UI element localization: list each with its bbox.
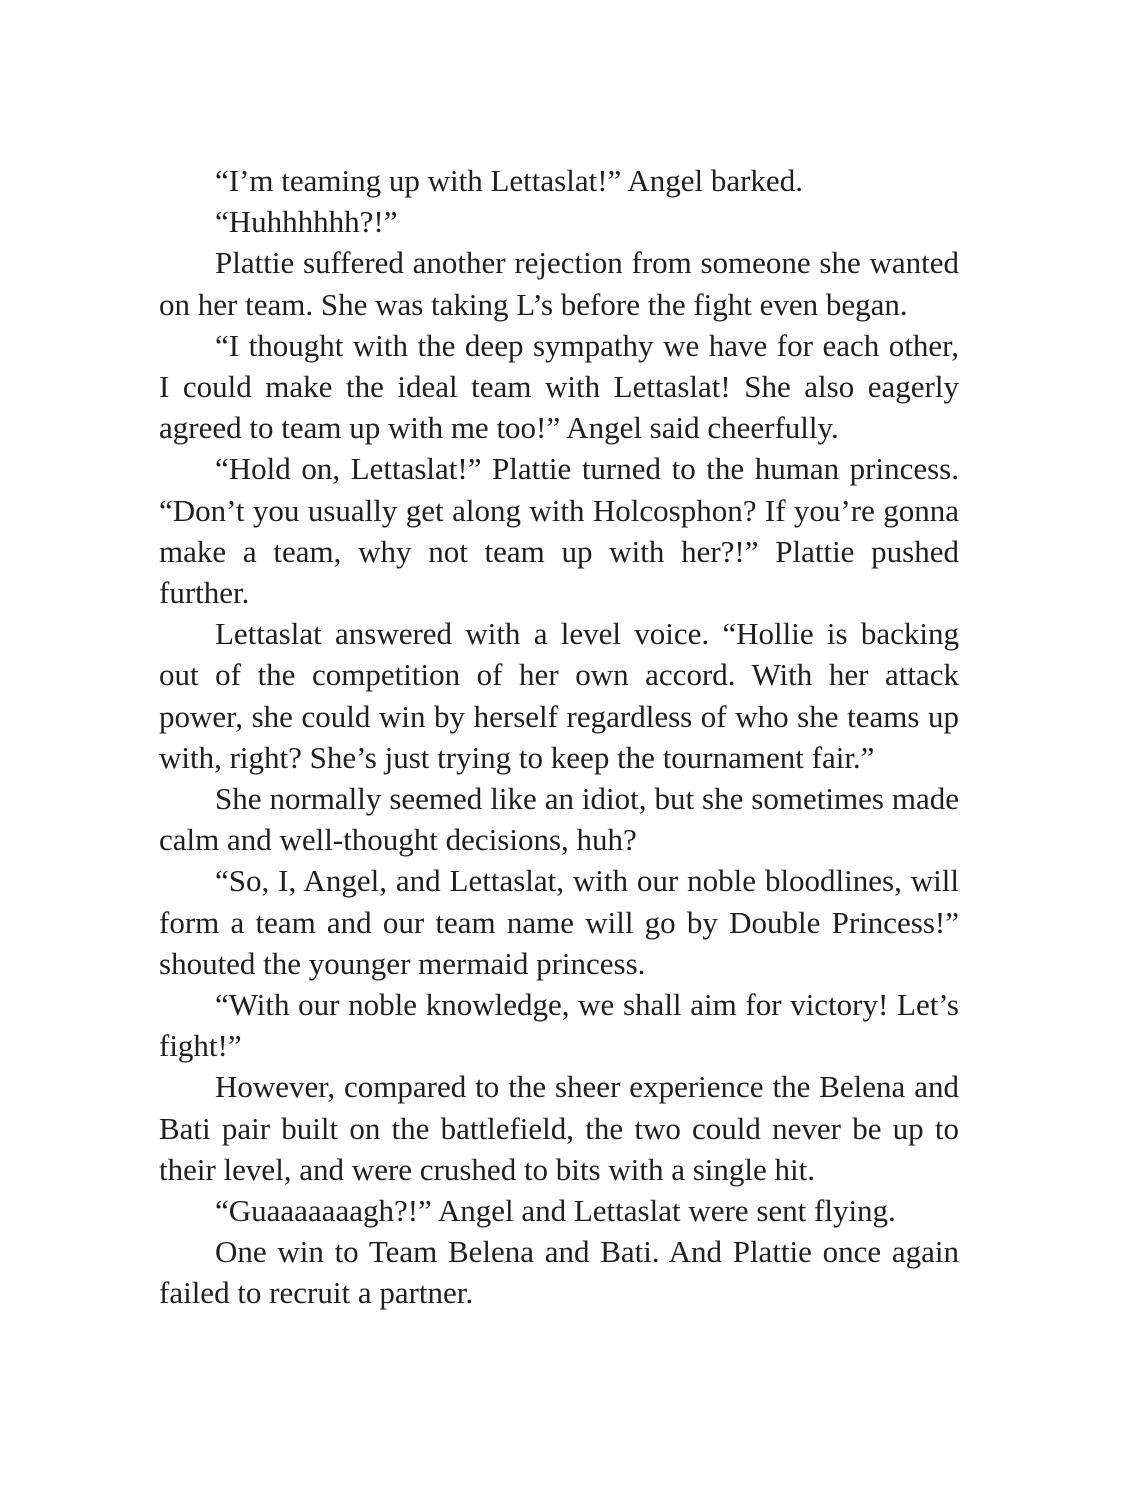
paragraph-5: “Hold on, Lettaslat!” Plattie turned to the human princess. “Don’t you usually get along with Holcosphon? If you’re gonna make a team, why not team up with her?!” Plattie pushed further. — [159, 451, 959, 611]
paragraph-3: Plattie suffered another rejection from someone she wanted on her team. She was taking L’s before the fight even began. — [159, 245, 959, 322]
paragraph-8: “So, I, Angel, and Lettaslat, with our noble bloodlines, will form a team and our team name will go by Double Princess!” shouted the younger mermaid princess. — [159, 863, 959, 981]
paragraph-7: She normally seemed like an idiot, but she sometimes made calm and well-thought decisions, huh? — [159, 781, 959, 858]
paragraph-1: “I’m teaming up with Lettaslat!” Angel barked. — [215, 163, 803, 198]
paragraph-6: Lettaslat answered with a level voice. “Hollie is backing out of the competition of her own accord. With her attack power, she could win by herself regardless of who she teams up with, right? She’s just trying to keep the tournament fair.” — [159, 616, 959, 775]
paragraph-12: One win to Team Belena and Bati. And Plattie once again failed to recruit a partner. — [159, 1234, 959, 1311]
paragraph-2: “Huhhhhhh?!” — [215, 204, 398, 240]
paragraph-4: “I thought with the deep sympathy we have for each other, I could make the ideal team with Lettaslat! She also eagerly agreed to team up with me too!” Angel said cheerfully. — [159, 327, 959, 446]
paragraph-9: “With our noble knowledge, we shall aim for victory! Let’s fight!” — [159, 987, 959, 1064]
paragraph-10: However, compared to the sheer experience the Belena and Bati pair built on the battlefield, the two could never be up to their level, and were crushed to bits with a single hit. — [159, 1069, 959, 1187]
page-text-body — [159, 160, 959, 1314]
paragraph-11: “Guaaaaaaagh?!” Angel and Lettaslat were sent flying. — [215, 1193, 896, 1229]
